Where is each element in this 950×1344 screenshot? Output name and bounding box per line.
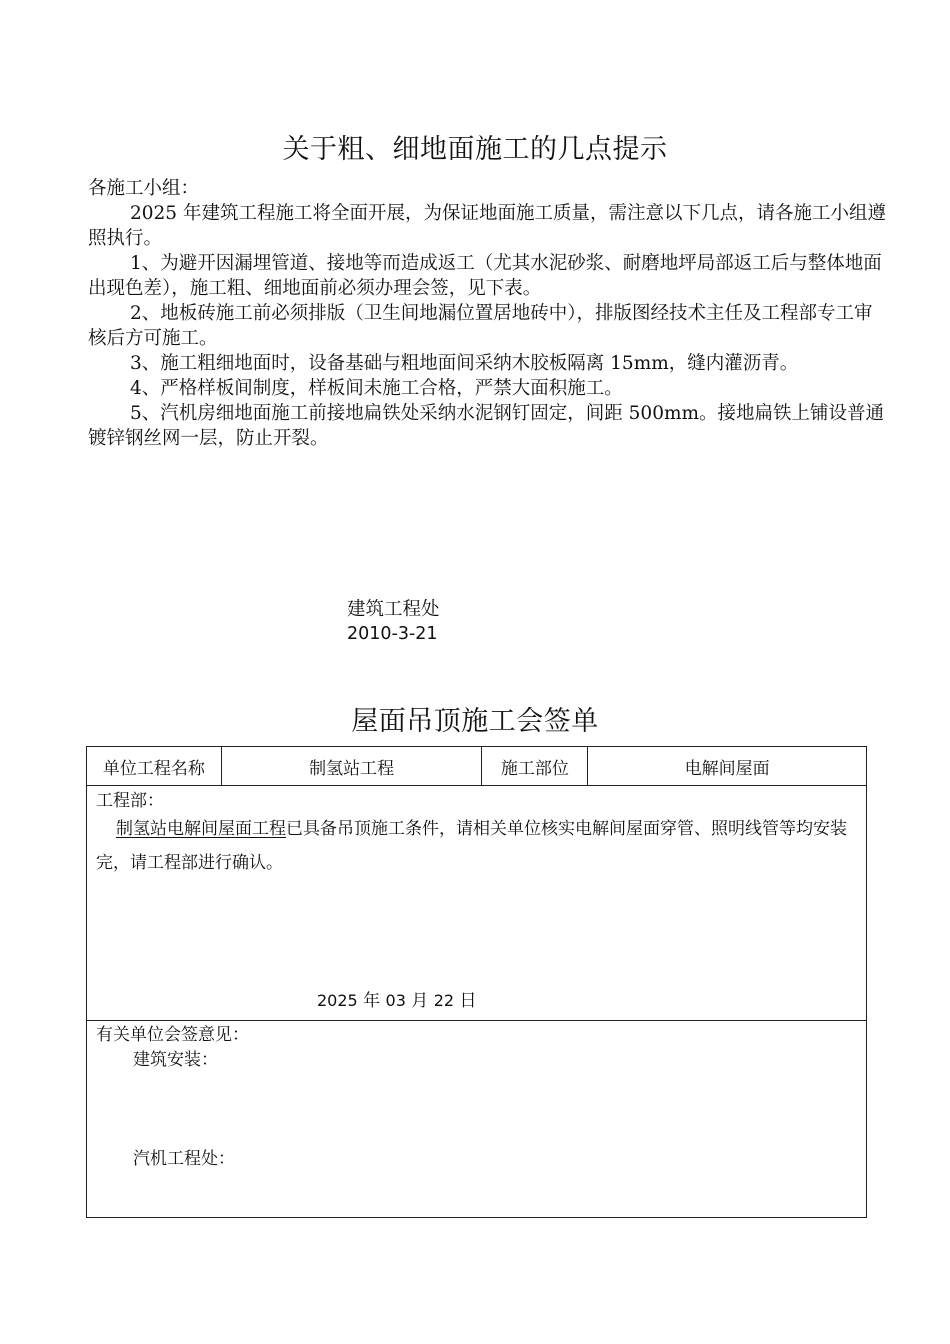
unit-name-value: 制氢站工程 bbox=[221, 747, 482, 786]
engineering-dept-content bbox=[96, 812, 858, 880]
opinions-cell bbox=[87, 1021, 867, 1218]
notice-intro: 2025 年建筑工程施工将全面开展，为保证地面施工质量，需注意以下几点，请各施工小组遵照执行。 bbox=[88, 203, 886, 249]
table-body-row bbox=[87, 786, 867, 1021]
date-month: 03 bbox=[385, 991, 406, 1010]
opinions-title: 有关单位会签意见： bbox=[96, 1025, 249, 1045]
project-name-underlined: 制氢站电解间屋面工程 bbox=[116, 819, 286, 839]
notice-title: 关于粗、细地面施工的几点提示 bbox=[282, 134, 668, 165]
signoff-date bbox=[317, 986, 476, 1011]
date-day-unit: 日 bbox=[454, 991, 477, 1011]
notice-body bbox=[88, 176, 888, 451]
signoff-table bbox=[86, 746, 867, 1218]
content-text: 已具备吊顶施工条件，请相关单位核实电解间屋面穿管、照明线管等均安装完，请工程部进行确认。 bbox=[96, 819, 847, 873]
notice-item: 5、汽机房细地面施工前接地扁铁处采纳水泥钢钉固定，间距 500mm。接地扁铁上铺设普通镀锌钢丝网一层，防止开裂。 bbox=[88, 403, 885, 449]
unit-name-label: 单位工程名称 bbox=[87, 747, 222, 786]
date-day: 22 bbox=[433, 991, 455, 1010]
date-year: 2025 bbox=[317, 991, 358, 1010]
table-opinion-row bbox=[87, 1021, 867, 1218]
issuer-name: 建筑工程处 bbox=[347, 599, 440, 620]
issue-date: 2010-3-21 bbox=[347, 624, 438, 644]
date-month-unit: 月 bbox=[405, 991, 434, 1011]
notice-item: 4、严格样板间制度，样板间未施工合格，严禁大面积施工。 bbox=[130, 378, 623, 399]
notice-signature bbox=[347, 598, 440, 646]
engineering-dept-cell bbox=[87, 786, 867, 1021]
notice-salutation: 各施工小组： bbox=[88, 178, 200, 199]
construction-part-label: 施工部位 bbox=[482, 747, 588, 786]
building-install-label: 建筑安装： bbox=[133, 1050, 218, 1070]
form-title: 屋面吊顶施工会签单 bbox=[351, 706, 599, 737]
table-header-row bbox=[87, 747, 867, 786]
construction-part-value: 电解间屋面 bbox=[588, 747, 867, 786]
engineering-dept-label: 工程部： bbox=[96, 791, 164, 811]
date-year-unit: 年 bbox=[357, 991, 386, 1011]
turbine-dept-label: 汽机工程处： bbox=[133, 1149, 235, 1169]
notice-item: 3、施工粗细地面时，设备基础与粗地面间采纳木胶板隔离 15mm，缝内灌沥青。 bbox=[130, 353, 799, 374]
notice-item: 1、为避开因漏埋管道、接地等而造成返工（尤其水泥砂浆、耐磨地坪局部返工后与整体地面出现色差），施工粗、细地面前必须办理会签，见下表。 bbox=[88, 253, 882, 299]
notice-item: 2、地板砖施工前必须排版（卫生间地漏位置居地砖中），排版图经技术主任及工程部专工审核后方可施工。 bbox=[88, 303, 873, 349]
